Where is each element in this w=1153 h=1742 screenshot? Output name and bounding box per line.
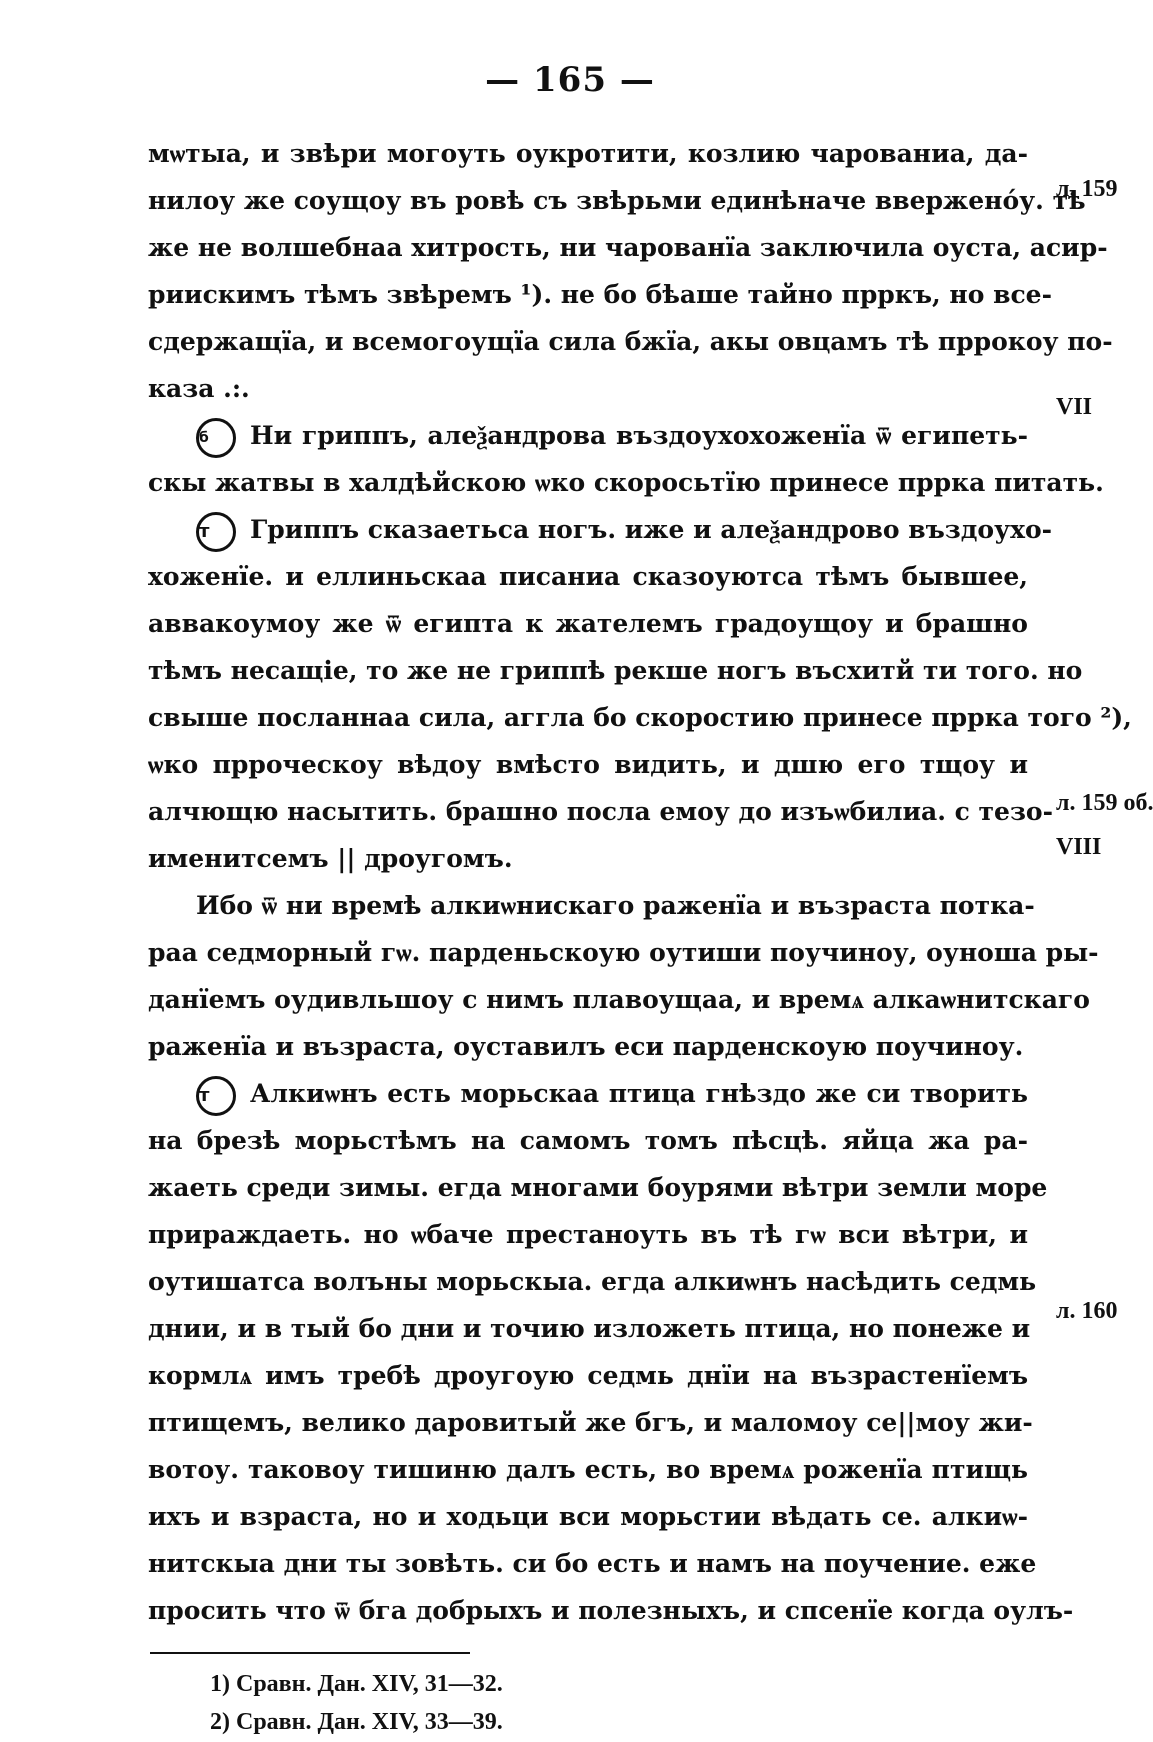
- text-line: раа седморный гѡ. парденьскоую оутиши поучиноу, оуноша ры-: [148, 938, 1099, 967]
- text-line: сдержащїа, и всемогоущїа сила бжїа, акы овцамъ тѣ пррокоу по-: [148, 327, 1113, 356]
- circled-marker: б: [196, 418, 236, 458]
- margin-note-folio: л. 159: [1056, 176, 1118, 202]
- text-line: жаеть среди зимы. егда многами боурями вѣтри земли море: [148, 1173, 1048, 1202]
- page-number: — 165 —: [485, 60, 655, 100]
- text-line: риискимъ тѣмъ звѣремъ ¹). не бо бѣаше тайно прркъ, но все-: [148, 280, 1052, 309]
- text-line: оутишатса волъны морьскыа. егда алкиѡнъ насѣдить седмь: [148, 1267, 1037, 1296]
- text-line: нитскыа дни ты зовѣть. си бо есть и намъ на поучение. еже: [148, 1549, 1037, 1578]
- text-line: ѡко прроческоу вѣдоу вмѣсто видить, и дшю его тщоу и: [148, 750, 1028, 779]
- text-line: прираждаеть. но ѡбаче престаноуть въ тѣ гѡ вси вѣтри, и: [148, 1220, 1028, 1249]
- footnote-divider: [150, 1652, 470, 1654]
- text-line: именитсемъ || дроугомъ.: [148, 844, 513, 873]
- text-line: птищемъ, велико даровитый же бгъ, и маломоу се||моу жи-: [148, 1408, 1033, 1437]
- text-line: просить что ѿ бга добрыхъ и полезныхъ, и спсенїе когда оулъ-: [148, 1596, 1074, 1625]
- circled-marker: т: [196, 1076, 236, 1116]
- text-line-content: Гриппъ сказаетьса ногъ. иже и алеѯандрово въздоухо-: [250, 515, 1053, 544]
- text-line-content: Ни гриппъ, алеѯандрова въздоухохоженїа ѿ египеть-: [250, 421, 1028, 450]
- text-line: тѣмъ несащіе, то же не гриппѣ рекше ногъ въсхитй ти того. но: [148, 656, 1083, 685]
- text-line: раженїа и възраста, оуставилъ еси парденскоую поучиноу.: [148, 1032, 1024, 1061]
- text-line: алчющю насытить. брашно посла емоу до изъѡбилиа. с тезо-: [148, 797, 1053, 826]
- text-line: мѡтыа, и звѣри могоуть оукротити, козлию чарованиа, да-: [148, 139, 1028, 168]
- text-line: Ибо ѿ ни времѣ алкиѡнискаго раженїа и възраста потка-: [196, 891, 1035, 920]
- text-line: [148, 506, 1053, 553]
- text-line: данїемъ оудивльшоу с нимъ плавоущаа, и времѧ алкаѡнитскаго: [148, 985, 1090, 1014]
- text-line: нилоу же соущоу въ ровѣ съ звѣрьми единѣначе ввержено́у. тѣ: [148, 186, 1086, 215]
- text-line-content: Алкиѡнъ есть морьскаа птица гнѣздо же си творить: [250, 1079, 1028, 1108]
- margin-note-section: VIII: [1056, 834, 1102, 860]
- text-line: хоженїе. и еллиньскаа писаниа сказоуютса тѣмъ бывшее,: [148, 562, 1028, 591]
- circled-marker: т: [196, 512, 236, 552]
- footnote: 2) Сравн. Дан. XIV, 33—39.: [210, 1709, 503, 1735]
- footnotes: [210, 1665, 503, 1741]
- text-line: вотоу. таковоу тишиню далъ есть, во времѧ роженїа птищь: [148, 1455, 1028, 1484]
- text-line: свыше посланнаа сила, аггла бо скоростию принесе пррка того ²),: [148, 703, 1132, 732]
- footnote: 1) Сравн. Дан. XIV, 31—32.: [210, 1671, 503, 1697]
- text-line: же не волшебнаа хитрость, ни чарованїа заключила оуста, асир-: [148, 233, 1108, 262]
- margin-note-folio: л. 159 об.: [1056, 790, 1153, 816]
- text-line: кормлѧ имъ требѣ дроугоую седмь днїи на възрастенїемъ: [148, 1361, 1028, 1390]
- text-line: каза .:.: [148, 374, 250, 403]
- text-line: ихъ и взраста, но и ходьци вси морьстии вѣдать се. алкиѡ-: [148, 1502, 1028, 1531]
- text-line: днии, и в тый бо дни и точию изложеть птица, но понеже и: [148, 1314, 1031, 1343]
- text-line: [148, 1070, 1028, 1117]
- text-line: на брезѣ морьстѣмъ на самомъ томъ пѣсцѣ. яйца жа ра-: [148, 1126, 1028, 1155]
- text-line: аввакоумоу же ѿ египта к жателемъ градоущоу и брашно: [148, 609, 1028, 638]
- margin-note-section: VII: [1056, 394, 1093, 420]
- margin-note-folio: л. 160: [1056, 1298, 1118, 1324]
- text-line: [148, 412, 1028, 459]
- text-line: скы жатвы в халдѣйскою ѡко скоросьтїю принесе пррка питать.: [148, 468, 1104, 497]
